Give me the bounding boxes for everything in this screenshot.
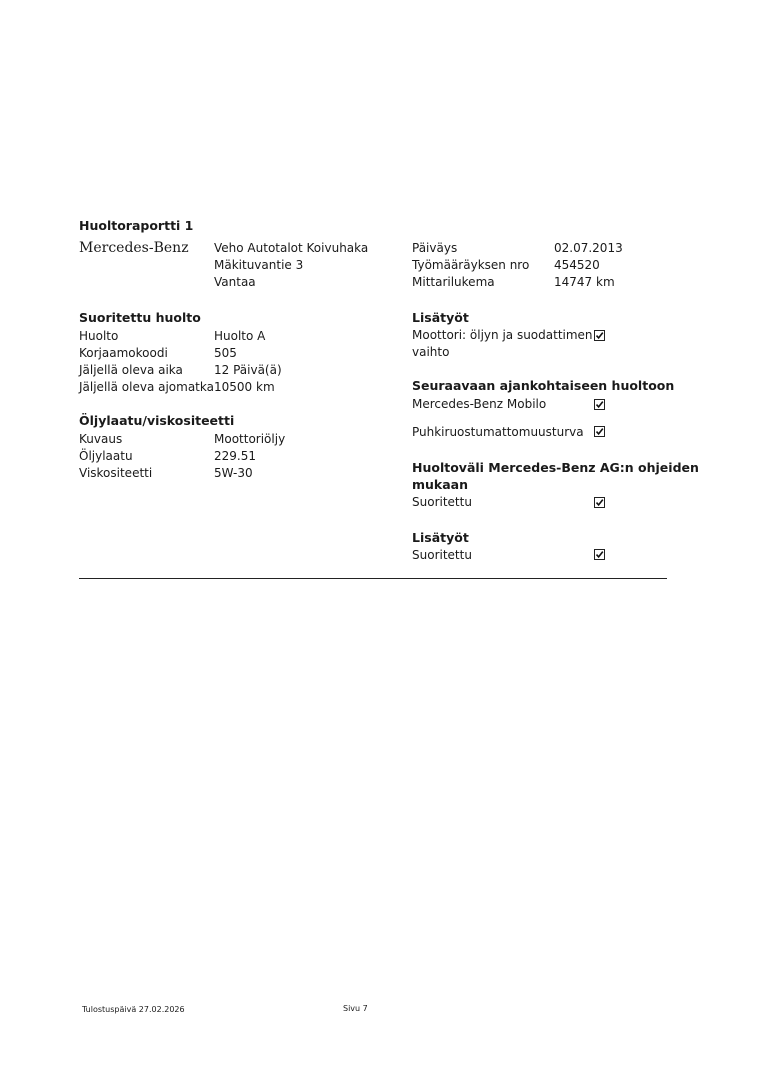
oil-value: 229.51 (214, 449, 256, 463)
extra-work-item-cont: vaihto (412, 345, 450, 359)
service-label: Huolto (79, 329, 119, 343)
oil-value: Moottoriöljy (214, 432, 286, 446)
checkbox-checked-icon (594, 549, 605, 560)
next-service-item: Mercedes-Benz Mobilo (412, 397, 547, 411)
extra-work-heading: Lisätyöt (412, 310, 469, 325)
dealer-city: Vantaa (214, 275, 256, 289)
extra-work2-heading: Lisätyöt (412, 530, 469, 545)
service-label: Jäljellä oleva ajomatka (79, 380, 214, 394)
footer-page-number: Sivu 7 (343, 1004, 368, 1013)
oil-label: Viskositeetti (79, 466, 153, 480)
meta-label-odometer: Mittarilukema (412, 275, 495, 289)
meta-value-odometer: 14747 km (554, 275, 615, 289)
checkbox-checked-icon (594, 497, 605, 508)
oil-value: 5W-30 (214, 466, 253, 480)
extra-work-item: Moottori: öljyn ja suodattimen (412, 328, 593, 342)
dealer-street: Mäkituvantie 3 (214, 258, 304, 272)
interval-heading: Huoltoväli Mercedes-Benz AG:n ohjeiden (412, 460, 699, 475)
meta-label-order: Työmääräyksen nro (412, 258, 530, 272)
oil-label: Öljylaatu (79, 449, 133, 463)
next-service-item: Puhkiruostumattomuusturva (412, 425, 584, 439)
interval-heading-cont: mukaan (412, 477, 469, 492)
checkbox-checked-icon (594, 330, 605, 341)
dealer-name: Veho Autotalot Koivuhaka (214, 241, 369, 255)
oil-heading: Öljylaatu/viskositeetti (79, 413, 235, 428)
meta-label-date: Päiväys (412, 241, 458, 255)
service-value: 12 Päivä(ä) (214, 363, 282, 377)
next-service-heading: Seuraavaan ajankohtaiseen huoltoon (412, 378, 675, 393)
interval-item: Suoritettu (412, 495, 472, 509)
service-heading: Suoritettu huolto (79, 310, 201, 325)
meta-value-order: 454520 (554, 258, 600, 272)
service-value: 505 (214, 346, 237, 360)
section-divider (79, 578, 667, 579)
footer-print-date: Tulostuspäivä 27.02.2026 (82, 1005, 185, 1014)
report-title: Huoltoraportti 1 (79, 218, 194, 233)
checkbox-checked-icon (594, 399, 605, 410)
extra-work2-item: Suoritettu (412, 548, 472, 562)
brand-logo-text: Mercedes-Benz (79, 240, 189, 256)
service-value: 10500 km (214, 380, 275, 394)
checkbox-checked-icon (594, 426, 605, 437)
service-label: Korjaamokoodi (79, 346, 168, 360)
service-label: Jäljellä oleva aika (79, 363, 183, 377)
oil-label: Kuvaus (79, 432, 123, 446)
service-value: Huolto A (214, 329, 266, 343)
meta-value-date: 02.07.2013 (554, 241, 623, 255)
